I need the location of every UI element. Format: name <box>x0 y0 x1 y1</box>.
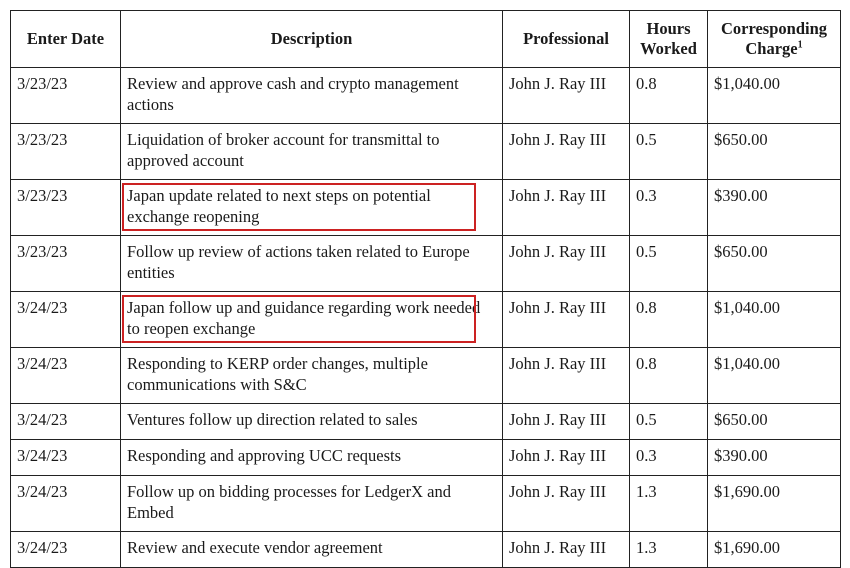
charge-cell: $650.00 <box>708 124 841 180</box>
charge-cell: $1,690.00 <box>708 476 841 532</box>
table-row <box>11 404 841 440</box>
enter-date-cell: 3/23/23 <box>11 236 121 292</box>
hours-cell: 0.5 <box>630 404 708 440</box>
professional-cell: John J. Ray III <box>503 440 630 476</box>
charge-cell: $1,040.00 <box>708 348 841 404</box>
description-cell: Follow up on bidding processes for LedgerX and Embed <box>121 476 503 532</box>
professional-cell: John J. Ray III <box>503 476 630 532</box>
billing-table <box>10 10 841 568</box>
table-row <box>11 532 841 568</box>
description-cell: Japan follow up and guidance regarding work needed to reopen exchange <box>121 292 503 348</box>
table-row <box>11 236 841 292</box>
hours-cell: 0.8 <box>630 348 708 404</box>
description-cell: Responding and approving UCC requests <box>121 440 503 476</box>
description-cell: Japan update related to next steps on potential exchange reopening <box>121 180 503 236</box>
charge-cell: $1,040.00 <box>708 68 841 124</box>
charge-cell: $390.00 <box>708 440 841 476</box>
header-corresponding-charge <box>708 11 841 68</box>
header-charge-line1: Corresponding <box>720 19 828 38</box>
header-charge-line2: Charge <box>745 39 798 58</box>
professional-cell: John J. Ray III <box>503 180 630 236</box>
professional-cell: John J. Ray III <box>503 236 630 292</box>
table-row <box>11 180 841 236</box>
table-row <box>11 68 841 124</box>
description-cell: Review and execute vendor agreement <box>121 532 503 568</box>
charge-cell: $390.00 <box>708 180 841 236</box>
enter-date-cell: 3/24/23 <box>11 476 121 532</box>
charge-cell: $1,040.00 <box>708 292 841 348</box>
description-cell: Responding to KERP order changes, multiple communications with S&C <box>121 348 503 404</box>
table-row <box>11 348 841 404</box>
header-description: Description <box>121 11 503 68</box>
enter-date-cell: 3/23/23 <box>11 124 121 180</box>
hours-cell: 1.3 <box>630 476 708 532</box>
hours-cell: 0.8 <box>630 68 708 124</box>
header-hours-line1: Hours <box>646 19 691 38</box>
table-row <box>11 292 841 348</box>
header-hours-line2: Worked <box>640 39 697 58</box>
hours-cell: 0.8 <box>630 292 708 348</box>
charge-cell: $1,690.00 <box>708 532 841 568</box>
professional-cell: John J. Ray III <box>503 348 630 404</box>
hours-cell: 0.3 <box>630 440 708 476</box>
enter-date-cell: 3/24/23 <box>11 532 121 568</box>
header-professional: Professional <box>503 11 630 68</box>
enter-date-cell: 3/24/23 <box>11 404 121 440</box>
charge-cell: $650.00 <box>708 236 841 292</box>
professional-cell: John J. Ray III <box>503 124 630 180</box>
header-enter-date: Enter Date <box>11 11 121 68</box>
description-cell: Follow up review of actions taken related to Europe entities <box>121 236 503 292</box>
charge-cell: $650.00 <box>708 404 841 440</box>
enter-date-cell: 3/24/23 <box>11 440 121 476</box>
header-row <box>11 11 841 68</box>
description-cell: Review and approve cash and crypto management actions <box>121 68 503 124</box>
professional-cell: John J. Ray III <box>503 68 630 124</box>
enter-date-cell: 3/23/23 <box>11 68 121 124</box>
table-row <box>11 124 841 180</box>
footnote-marker: 1 <box>797 39 803 51</box>
enter-date-cell: 3/24/23 <box>11 292 121 348</box>
header-hours-worked <box>630 11 708 68</box>
professional-cell: John J. Ray III <box>503 532 630 568</box>
hours-cell: 1.3 <box>630 532 708 568</box>
hours-cell: 0.5 <box>630 124 708 180</box>
enter-date-cell: 3/23/23 <box>11 180 121 236</box>
professional-cell: John J. Ray III <box>503 292 630 348</box>
enter-date-cell: 3/24/23 <box>11 348 121 404</box>
table-row <box>11 440 841 476</box>
hours-cell: 0.5 <box>630 236 708 292</box>
description-cell: Liquidation of broker account for transmittal to approved account <box>121 124 503 180</box>
description-cell: Ventures follow up direction related to sales <box>121 404 503 440</box>
professional-cell: John J. Ray III <box>503 404 630 440</box>
table-row <box>11 476 841 532</box>
hours-cell: 0.3 <box>630 180 708 236</box>
